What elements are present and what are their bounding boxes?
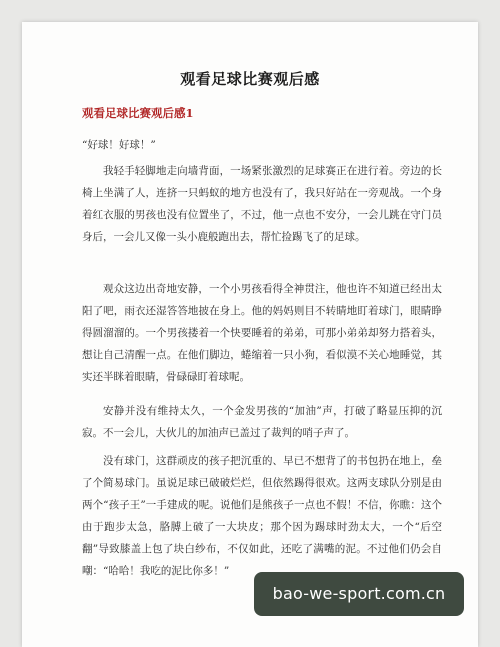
- paragraph-1: 我轻手轻脚地走向墙背面，一场紧张激烈的足球赛正在进行着。旁边的长椅上坐满了人，连挤一只蚂蚁的地方也没有了，我只好站在一旁观战。一个身着红衣服的男孩也没有位置坐了，不过，他一点也不安分，一会儿跳在守门员身后，一会儿又像一头小鹿般跑出去，帮忙捡踢飞了的足球。: [82, 165, 442, 243]
- document-title: 观看足球比赛观后感: [180, 70, 320, 88]
- section-heading: 观看足球比赛观后感1: [82, 106, 194, 120]
- paragraph-2: 观众这边出奇地安静，一个小男孩看得全神贯注，他也许不知道已经出太阳了吧，雨衣还湿答答地披在身上。他的妈妈则目不转睛地盯着球门，眼睛睁得圆溜溜的。一个男孩搂着一个快要睡着的弟弟，可那小弟弟却努力搭着头，想让自己清醒一点。在他们脚边，蜷缩着一只小狗，看似漠不关心地睡觉，其实还半眯着眼睛，骨碌碌盯着球呢。: [82, 283, 442, 383]
- paragraph-3: 安静并没有维持太久，一个金发男孩的“加油”声，打破了略显压抑的沉寂。不一会儿，大伙儿的加油声已盖过了裁判的哨子声了。: [82, 405, 442, 439]
- document-page: [22, 22, 478, 647]
- site-watermark: bao-we-sport.com.cn: [254, 572, 464, 616]
- paragraph-4: 没有球门，这群顽皮的孩子把沉重的、早已不想背了的书包扔在地上，垒了个简易球门。虽说足球已破破烂烂，但依然踢得很欢。这两支球队分别是由两个“孩子王”一手建成的呢。说他们是熊孩子一点也不假！不信，你瞧：这个由于跑步太急，胳膊上破了一大块皮；那个因为踢球时劲太大，一个“后空翻”导致膝盖上包了块白纱布，不仅如此，还吃了满嘴的泥。不过他们仍会自嘲：“哈哈！我吃的泥比你多！”: [82, 455, 442, 577]
- quote-line: “好球！好球！”: [82, 139, 156, 151]
